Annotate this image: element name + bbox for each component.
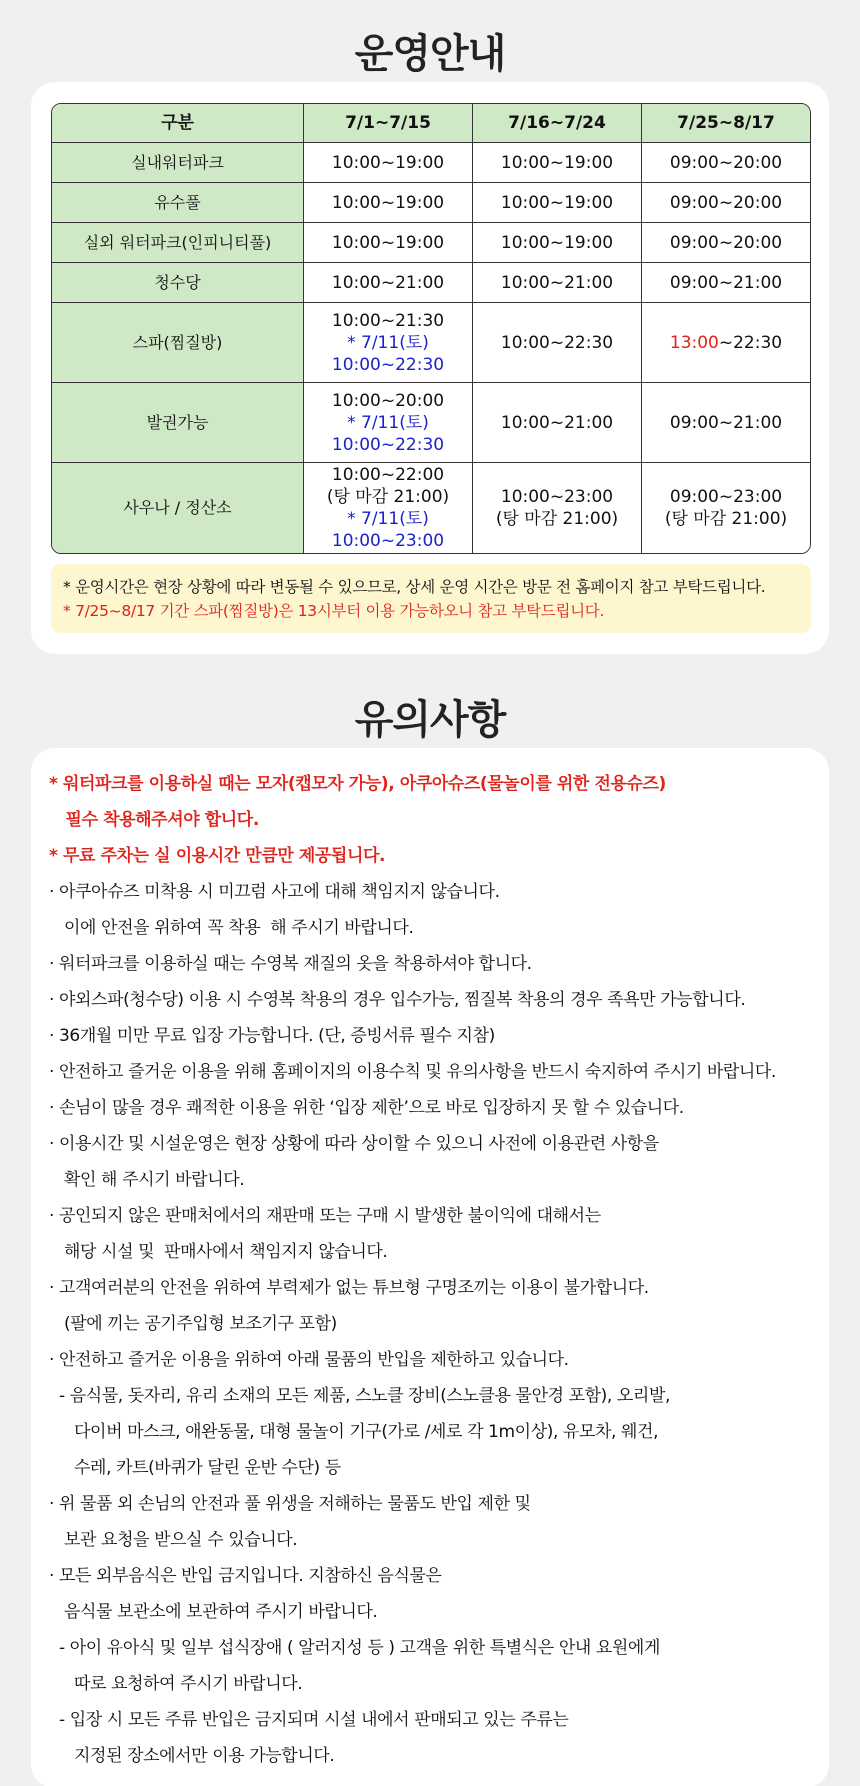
cell-time-rest: ~22:30	[718, 332, 783, 353]
list-item: · 안전하고 즐거운 이용을 위해 홈페이지의 이용수칙 및 유의사항을 반드시 숙지하여 주시기 바랍니다.	[49, 1062, 776, 1082]
row-label: 실내워터파크	[52, 143, 304, 183]
list-item: 수레, 카트(바퀴가 달린 운반 수단) 등	[49, 1458, 341, 1478]
table-row	[52, 183, 810, 223]
list-item: · 36개월 미만 무료 입장 가능합니다. (단, 증빙서류 필수 지참)	[49, 1026, 495, 1046]
cell-line: * 7/11(토)	[347, 509, 429, 529]
list-item: · 공인되지 않은 판매처에서의 재판매 또는 구매 시 발생한 불이익에 대해서는	[49, 1206, 601, 1226]
row-label: 청수당	[52, 263, 304, 303]
row-label: 사우나 / 정산소	[52, 463, 304, 553]
cell-line: * 7/11(토)	[347, 412, 429, 433]
cell-line: (탕 마감 21:00)	[495, 509, 619, 529]
cell-line: (탕 마감 21:00)	[664, 509, 788, 529]
table-cell	[642, 463, 810, 553]
list-item: 해당 시설 및 판매사에서 책임지지 않습니다.	[49, 1242, 388, 1262]
table-cell: 09:00~21:00	[642, 263, 810, 303]
notice-line: * 운영시간은 현장 상황에 따라 변동될 수 있으므로, 상세 운영 시간은 방문 전 홈페이지 참고 부탁드립니다.	[63, 578, 766, 596]
table-cell: 09:00~20:00	[642, 223, 810, 263]
table-cell: 10:00~19:00	[304, 183, 473, 223]
list-item: · 모든 외부음식은 반입 금지입니다. 지참하신 음식물은	[49, 1566, 442, 1586]
header-period-3: 7/25~8/17	[642, 104, 810, 143]
cell-line: 10:00~22:00	[331, 465, 445, 485]
table-cell: 10:00~19:00	[473, 223, 642, 263]
row-label: 유수풀	[52, 183, 304, 223]
list-item: - 입장 시 모든 주류 반입은 금지되며 시설 내에서 판매되고 있는 주류는	[49, 1710, 569, 1730]
table-cell: 09:00~20:00	[642, 183, 810, 223]
list-item: · 워터파크를 이용하실 때는 수영복 재질의 옷을 착용하셔야 합니다.	[49, 954, 532, 974]
cell-line: 10:00~22:30	[331, 354, 445, 375]
list-item: - 음식물, 돗자리, 유리 소재의 모든 제품, 스노클 장비(스노클용 물안경 포함), 오리발,	[49, 1386, 670, 1406]
cell-line: * 7/11(토)	[347, 332, 429, 353]
list-item: · 고객여러분의 안전을 위하여 부력제가 없는 튜브형 구명조끼는 이용이 불가합니다.	[49, 1278, 649, 1298]
list-item: 보관 요청을 받으실 수 있습니다.	[49, 1530, 298, 1550]
list-item: · 손님이 많을 경우 쾌적한 이용을 위한 ‘입장 제한’으로 바로 입장하지 못 할 수 있습니다.	[49, 1098, 684, 1118]
table-row	[52, 463, 810, 553]
list-item: 다이버 마스크, 애완동물, 대형 물놀이 기구(가로 /세로 각 1m이상), 유모차, 웨건,	[49, 1422, 659, 1442]
list-item: 확인 해 주시기 바랍니다.	[49, 1170, 245, 1190]
row-label: 발권가능	[52, 383, 304, 463]
table-row	[52, 383, 810, 463]
header-category: 구분	[52, 104, 304, 143]
list-item: 지정된 장소에서만 이용 가능합니다.	[49, 1746, 335, 1766]
cell-line: 10:00~21:30	[331, 310, 445, 331]
list-item: · 아쿠아슈즈 미착용 시 미끄럼 사고에 대해 책임지지 않습니다.	[49, 882, 500, 902]
header-period-2: 7/16~7/24	[473, 104, 642, 143]
table-cell	[304, 463, 473, 553]
list-item: * 무료 주차는 실 이용시간 만큼만 제공됩니다.	[49, 846, 386, 866]
table-cell: 10:00~19:00	[304, 143, 473, 183]
table-cell	[304, 303, 473, 383]
cell-line: 09:00~23:00	[669, 487, 783, 507]
table-row	[52, 143, 810, 183]
table-cell	[473, 463, 642, 553]
table-header-row	[52, 104, 810, 143]
notice-line-highlight: * 7/25~8/17 기간 스파(찜질방)은 13시부터 이용 가능하오니 참고 부탁드립니다.	[63, 602, 605, 620]
row-label: 실외 워터파크(인피니티풀)	[52, 223, 304, 263]
table-cell: 10:00~21:00	[304, 263, 473, 303]
operation-notice-box	[51, 564, 811, 633]
table-row	[52, 263, 810, 303]
list-item: · 이용시간 및 시설운영은 현장 상황에 따라 상이할 수 있으니 사전에 이용관련 사항을	[49, 1134, 659, 1154]
cell-line: (탕 마감 21:00)	[326, 487, 450, 507]
cell-red-time: 13:00	[669, 332, 719, 353]
cell-line: 10:00~22:30	[331, 434, 445, 455]
list-item: 이에 안전을 위하여 꼭 착용 해 주시기 바랍니다.	[49, 918, 414, 938]
table-cell: 10:00~19:00	[304, 223, 473, 263]
operation-section-title: 운영안내	[354, 31, 506, 77]
caution-card	[31, 748, 829, 1786]
table-cell: 09:00~21:00	[642, 383, 810, 463]
list-item: · 위 물품 외 손님의 안전과 풀 위생을 저해하는 물품도 반입 제한 및	[49, 1494, 531, 1514]
table-cell: 10:00~19:00	[473, 143, 642, 183]
table-cell	[304, 383, 473, 463]
header-period-1: 7/1~7/15	[304, 104, 473, 143]
cell-line: 10:00~23:00	[500, 487, 614, 507]
cell-line: 10:00~20:00	[331, 390, 445, 411]
table-cell: 10:00~21:00	[473, 263, 642, 303]
table-row	[52, 303, 810, 383]
row-label: 스파(찜질방)	[52, 303, 304, 383]
cell-line: 10:00~23:00	[331, 531, 445, 551]
table-cell: 09:00~20:00	[642, 143, 810, 183]
table-cell	[642, 303, 810, 383]
list-item: · 야외스파(청수당) 이용 시 수영복 착용의 경우 입수가능, 찜질복 착용의 경우 족욕만 가능합니다.	[49, 990, 746, 1010]
table-cell: 10:00~22:30	[473, 303, 642, 383]
table-row	[52, 223, 810, 263]
table-cell: 10:00~21:00	[473, 383, 642, 463]
operation-card	[31, 82, 829, 654]
list-item: · 안전하고 즐거운 이용을 위하여 아래 물품의 반입을 제한하고 있습니다.	[49, 1350, 569, 1370]
list-item: (팔에 끼는 공기주입형 보조기구 포함)	[49, 1314, 337, 1334]
caution-section-title: 유의사항	[354, 697, 506, 743]
list-item: - 아이 유아식 및 일부 섭식장애 ( 알러지성 등 ) 고객을 위한 특별식은 안내 요원에게	[49, 1638, 660, 1658]
list-item: 필수 착용해주셔야 합니다.	[49, 810, 259, 830]
list-item: * 워터파크를 이용하실 때는 모자(캡모자 가능), 아쿠아슈즈(물놀이를 위한 전용슈즈)	[49, 774, 666, 794]
table-cell: 10:00~19:00	[473, 183, 642, 223]
caution-list	[49, 766, 811, 1774]
operation-hours-table	[51, 103, 811, 554]
list-item: 따로 요청하여 주시기 바랍니다.	[49, 1674, 303, 1694]
list-item: 음식물 보관소에 보관하여 주시기 바랍니다.	[49, 1602, 378, 1622]
